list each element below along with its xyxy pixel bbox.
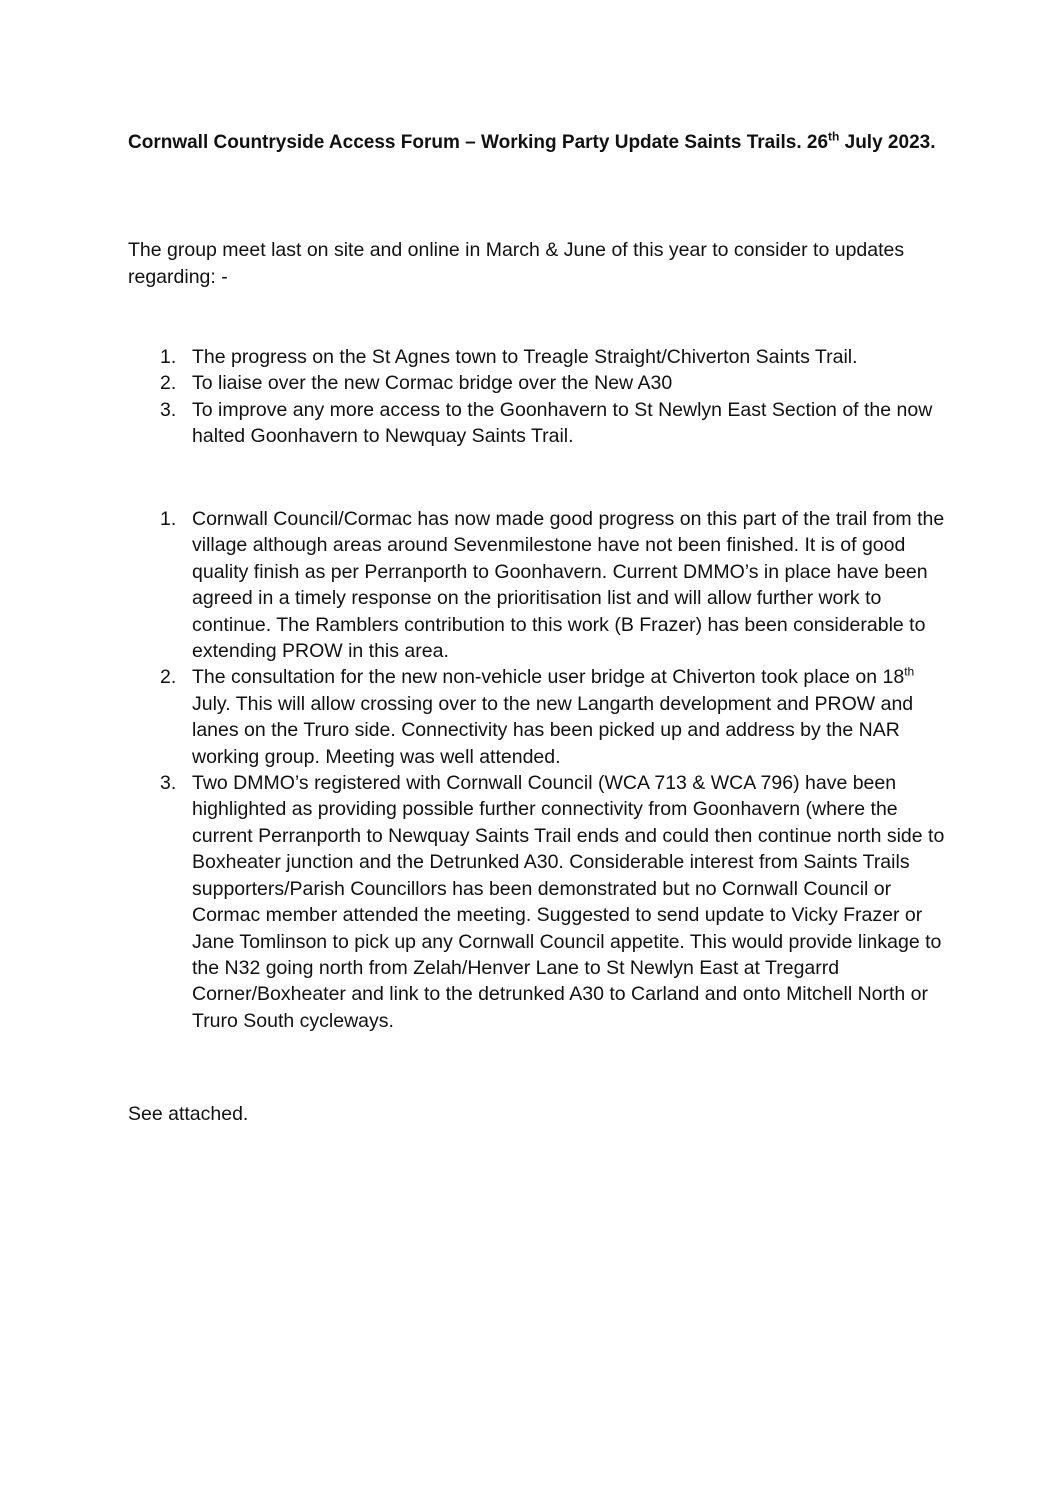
list-item-text: To improve any more access to the Goonhavern to St Newlyn East Section of the now halted Goonhavern to Newquay Saints Trail. — [192, 398, 933, 448]
list-number: 2. — [160, 372, 177, 395]
document-title — [128, 130, 948, 156]
list-item-text-after: July. This will allow crossing over to the new Langarth development and PROW and lanes on the Truro side. Connectivity has been picked up and address by the NAR working group. Meeting was well attended. — [192, 692, 914, 768]
closing-note: See attached. — [128, 1103, 249, 1125]
list-item-text: Two DMMO’s registered with Cornwall Council (WCA 713 & WCA 796) have been highlighted as providing possible further connectivity from Goonhavern (where the current Perranporth to Newquay Saints Trail ends and could then continue north side to Boxheater junction and the Detrunked A30. Considerable interest from Saints Trails supporters/Parish Councillors has been demonstrated but no Cornwall Council or Cormac member attended the meeting. Suggested to send update to Vicky Frazer or Jane Tomlinson to pick up any Cornwall Council appetite. This would provide linkage to the N32 going north from Zelah/Henver Lane to St Newlyn East at Tregarrd Corner/Boxheater and link to the detrunked A30 to Carland and onto Mitchell North or Truro South cycleways. — [192, 772, 945, 1032]
title-ordinal-suffix: th — [828, 129, 840, 144]
list-number: 3. — [160, 772, 177, 795]
topics-list — [128, 344, 948, 450]
list-number: 1. — [160, 508, 177, 530]
list-item-text: Cornwall Council/Cormac has now made good progress on this part of the trail from the village although areas around Sevenmilestone have not been finished. It is of good quality finish as per Perranporth to Goonhavern. Current DMMO’s in place have been agreed in a timely response on the prioritisation list and will allow further work to continue. The Ramblers contribution to this work (B Frazer) has been considerable to extending PROW in this area. — [192, 508, 945, 663]
list-item-text-before: The consultation for the new non-vehicle user bridge at Chiverton took place on 18 — [192, 666, 905, 689]
list-number: 3. — [160, 398, 177, 421]
title-end: July 2023. — [839, 132, 936, 153]
list-item — [128, 344, 948, 370]
list-item-text: To liaise over the new Cormac bridge over the New A30 — [192, 372, 673, 395]
list-item — [128, 506, 948, 664]
list-number: 1. — [160, 346, 177, 368]
list-item — [128, 370, 948, 396]
list-item — [128, 770, 948, 1034]
list-item-text — [192, 666, 914, 767]
updates-list — [128, 506, 948, 1034]
intro-paragraph: The group meet last on site and online in March & June of this year to consider to updates regarding: - — [128, 239, 905, 288]
list-item-text: The progress on the St Agnes town to Treagle Straight/Chiverton Saints Trail. — [192, 346, 858, 368]
ordinal-suffix: th — [904, 664, 915, 679]
list-item — [128, 397, 948, 450]
list-item — [128, 664, 948, 770]
list-number: 2. — [160, 666, 177, 689]
title-main: Cornwall Countryside Access Forum – Working Party Update Saints Trails. 26 — [128, 132, 829, 153]
